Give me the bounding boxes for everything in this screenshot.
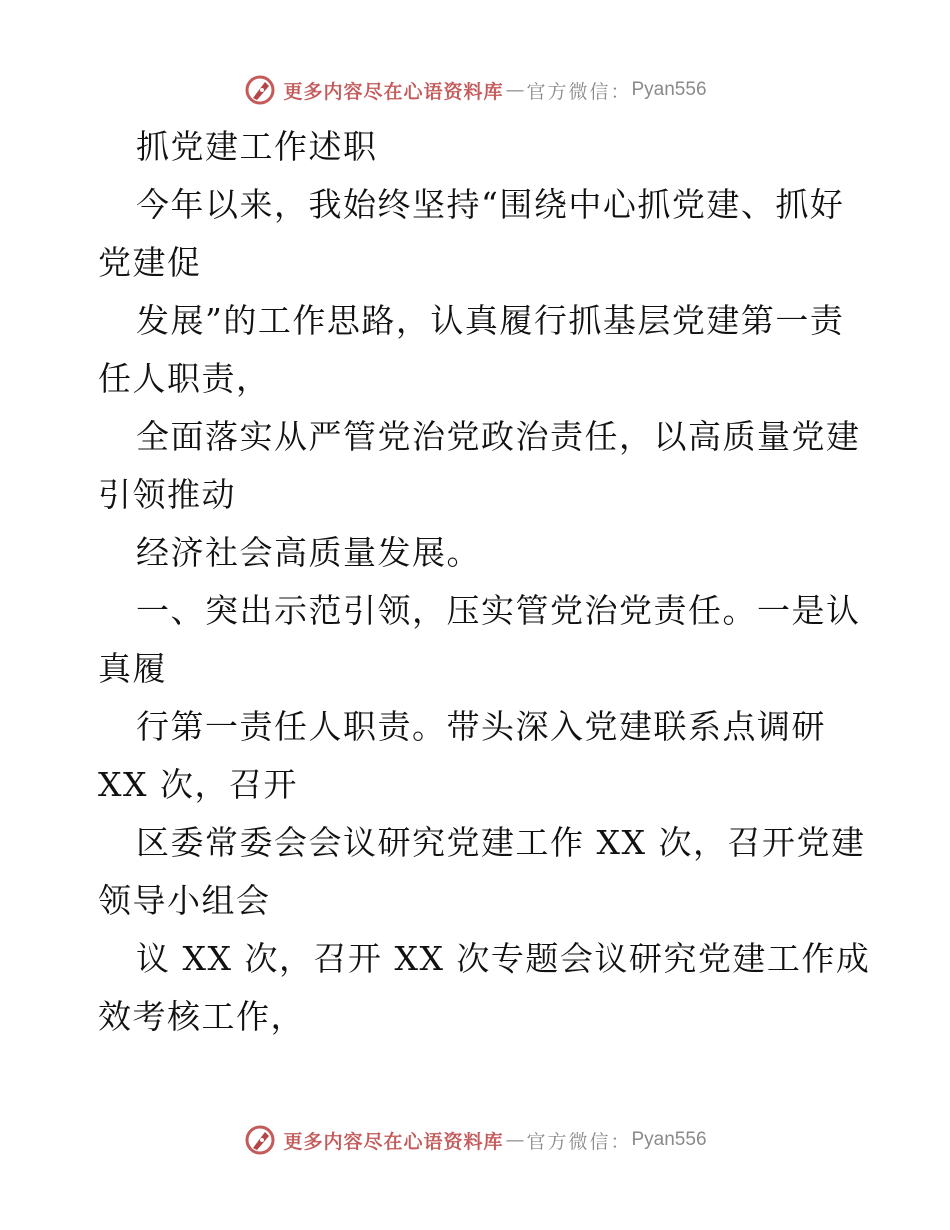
paragraph-line: 全面落实从严管党治党政治责任，以高质量党建: [136, 417, 861, 456]
paragraph-line: 引领推动: [98, 475, 236, 514]
pen-nib-circle-icon: [243, 1123, 277, 1157]
paragraph-line: 任人职责，: [98, 359, 271, 398]
footer-watermark: [0, 1120, 950, 1160]
watermark-dash: —: [505, 1129, 525, 1151]
paragraph-line: 效考核工作，: [98, 997, 305, 1036]
document-title: 抓党建工作述职: [136, 127, 378, 166]
paragraph-line: 党建促: [98, 243, 202, 282]
paragraph-line: XX 次，召开: [98, 765, 298, 804]
pen-nib-circle-icon: [243, 73, 277, 107]
paragraph-line: 真履: [98, 649, 167, 688]
paragraph-line: 经济社会高质量发展。: [136, 533, 481, 572]
watermark-wechat-id: Pyan556: [631, 1129, 707, 1150]
paragraph-line: 区委常委会会议研究党建工作 XX 次，召开党建: [136, 823, 866, 862]
paragraph-line: 发展”的工作思路，认真履行抓基层党建第一责: [136, 301, 845, 340]
watermark-label: 官方微信：: [526, 80, 632, 103]
paragraph-line: 今年以来，我始终坚持“围绕中心抓党建、抓好: [136, 185, 845, 224]
document-body: [98, 118, 871, 1046]
watermark-brand: 更多内容尽在心语资料库: [283, 80, 504, 103]
watermark-brand: 更多内容尽在心语资料库: [283, 1130, 504, 1153]
section-heading-line: 一、突出示范引领，压实管党治党责任。一是认: [136, 591, 861, 630]
header-watermark: [0, 70, 950, 110]
watermark-label: 官方微信：: [526, 1130, 632, 1153]
paragraph-line: 议 XX 次，召开 XX 次专题会议研究党建工作成: [136, 939, 871, 978]
watermark-wechat-id: Pyan556: [631, 79, 707, 100]
paragraph-line: 领导小组会: [98, 881, 271, 920]
watermark-dash: —: [505, 79, 525, 101]
paragraph-line: 行第一责任人职责。带头深入党建联系点调研: [136, 707, 826, 746]
